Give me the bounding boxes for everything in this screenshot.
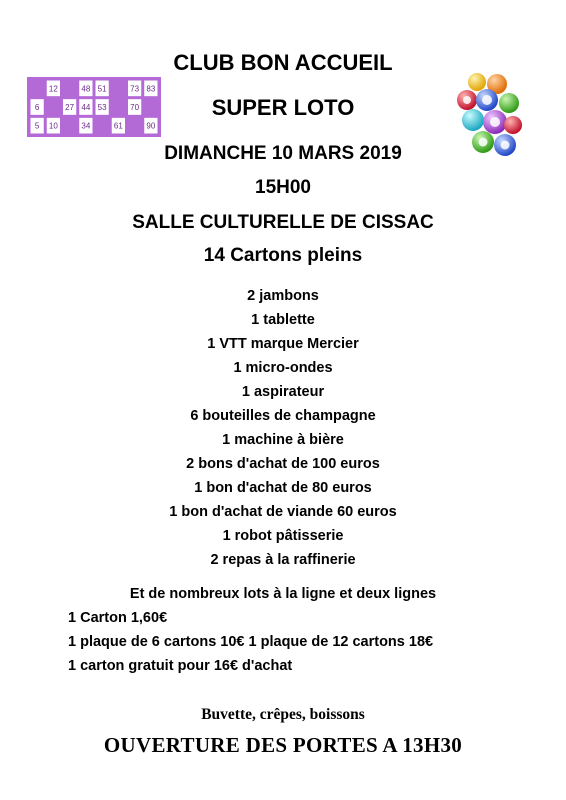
event-title: SUPER LOTO: [211, 95, 355, 120]
loto-card-number: 53: [97, 103, 107, 112]
loto-card-number: 5: [34, 121, 40, 131]
prize-item: 1 VTT marque Mercier: [207, 336, 359, 352]
loto-card-number: 61: [113, 121, 123, 131]
prize-item: 1 robot pâtisserie: [222, 528, 344, 544]
loto-card-number: 34: [81, 121, 91, 131]
full-cards-count: 14 Cartons pleins: [203, 245, 363, 266]
prize-item: 1 bon d'achat de 80 euros: [194, 480, 372, 496]
doors-opening: OUVERTURE DES PORTES A 13H30: [103, 733, 463, 757]
loto-card-number: 73: [130, 84, 140, 94]
prize-item: 1 bon d'achat de viande 60 euros: [169, 504, 397, 520]
prize-item: 2 repas à la raffinerie: [210, 552, 356, 568]
event-venue: SALLE CULTURELLE DE CISSAC: [132, 212, 434, 233]
pricing-item: 1 plaque de 6 cartons 10€ 1 plaque de 12 cartons 18€: [68, 634, 434, 650]
loto-card-number: 12: [48, 84, 58, 94]
loto-card-number: 10: [48, 121, 58, 131]
loto-card-number: 70: [130, 103, 140, 112]
prize-item: 1 micro-ondes: [233, 360, 333, 376]
prize-item: 1 machine à bière: [222, 432, 344, 448]
event-date: DIMANCHE 10 MARS 2019: [164, 143, 402, 164]
event-time: 15H00: [255, 177, 311, 198]
pricing-item: 1 Carton 1,60€: [68, 610, 168, 626]
pricing-item: 1 carton gratuit pour 16€ d'achat: [68, 658, 293, 674]
loto-card-number: 44: [81, 103, 91, 112]
club-name: CLUB BON ACCUEIL: [173, 50, 393, 75]
prize-item: 1 tablette: [251, 312, 315, 328]
loto-card-number: 90: [146, 121, 156, 131]
loto-card-number: 6: [34, 103, 40, 112]
loto-card-number: 27: [65, 103, 75, 112]
extra-lots-note: Et de nombreux lots à la ligne et deux lignes: [129, 586, 437, 602]
refreshments-note: Buvette, crêpes, boissons: [201, 706, 365, 723]
loto-card-number: 83: [146, 84, 156, 94]
loto-card-number: 51: [97, 84, 107, 94]
prize-item: 2 jambons: [247, 288, 319, 304]
prize-item: 6 bouteilles de champagne: [190, 408, 376, 424]
prize-item: 1 aspirateur: [241, 384, 325, 400]
loto-card-number: 48: [81, 84, 91, 94]
prize-item: 2 bons d'achat de 100 euros: [186, 456, 380, 472]
